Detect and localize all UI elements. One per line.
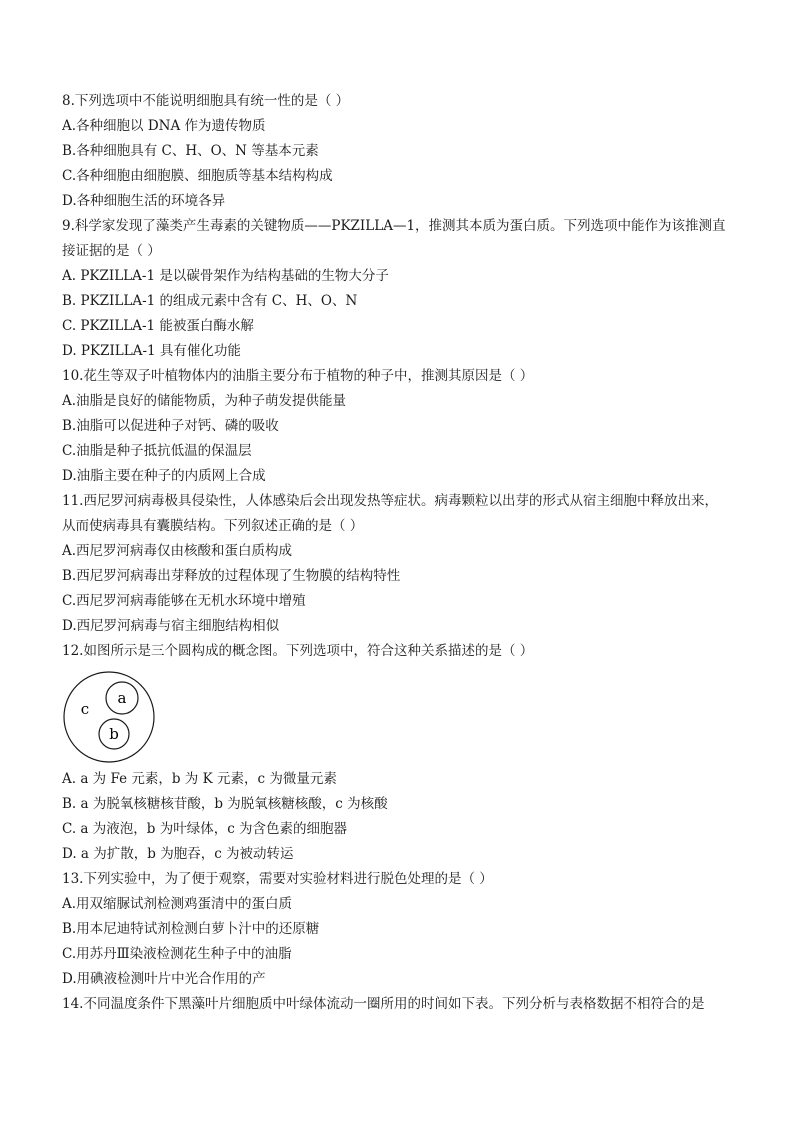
- q9-option-a: A. PKZILLA-1 是以碳骨架作为结构基础的生物大分子: [62, 268, 389, 284]
- q11-option-c: C.西尼罗河病毒能够在无机水环境中增殖: [62, 593, 306, 609]
- q13-option-a: A.用双缩脲试剂检测鸡蛋清中的蛋白质: [62, 896, 293, 912]
- q13-stem: 13.下列实验中，为了便于观察，需要对实验材料进行脱色处理的是（ ）: [62, 871, 493, 887]
- q10-stem: 10.花生等双子叶植物体内的油脂主要分布于植物的种子中，推测其原因是（ ）: [62, 368, 534, 384]
- q11-stem-line1: 11.西尼罗河病毒极具侵染性，人体感染后会出现发热等症状。病毒颗粒以出芽的形式从宿主细胞中释放出来，: [62, 493, 718, 509]
- q8-option-c: C.各种细胞由细胞膜、细胞质等基本结构构成: [62, 168, 333, 184]
- q12-option-b: B. a 为脱氧核糖核苷酸，b 为脱氧核糖核酸，c 为核酸: [62, 796, 388, 812]
- q10-option-b: B.油脂可以促进种子对钙、磷的吸收: [62, 418, 279, 434]
- q13-option-d: D.用碘液检测叶片中光合作用的产: [62, 971, 266, 987]
- q9-option-d: D. PKZILLA-1 具有催化功能: [62, 343, 241, 359]
- q11-stem-line2: 从而使病毒具有囊膜结构。下列叙述正确的是（ ）: [62, 518, 364, 534]
- label-a: a: [117, 689, 127, 707]
- q11-option-a: A.西尼罗河病毒仅由核酸和蛋白质构成: [62, 543, 293, 559]
- q10-option-d: D.油脂主要在种子的内质网上合成: [62, 468, 266, 484]
- q9-stem-line1: 9.科学家发现了藻类产生毒素的关键物质——PKZILLA—1，推测其本质为蛋白质。下列选项中能作为该推测直: [62, 218, 726, 234]
- q14-stem: 14.不同温度条件下黑藻叶片细胞质中叶绿体流动一圈所用的时间如下表。下列分析与表格数据不相符合的是: [62, 996, 705, 1012]
- q11-option-d: D.西尼罗河病毒与宿主细胞结构相似: [62, 618, 280, 634]
- concept-circle-diagram: [62, 670, 156, 764]
- q9-option-b: B. PKZILLA-1 的组成元素中含有 C、H、O、N: [62, 293, 358, 309]
- q8-option-a: A.各种细胞以 DNA 作为遗传物质: [62, 118, 266, 134]
- q12-option-d: D. a 为扩散，b 为胞吞，c 为被动转运: [62, 846, 294, 862]
- q11-option-b: B.西尼罗河病毒出芽释放的过程体现了生物膜的结构特性: [62, 568, 401, 584]
- q13-option-c: C.用苏丹Ⅲ染液检测花生种子中的油脂: [62, 946, 292, 962]
- label-b: b: [109, 725, 119, 743]
- q9-stem-line2: 接证据的是（ ）: [62, 243, 161, 259]
- q10-option-a: A.油脂是良好的储能物质，为种子萌发提供能量: [62, 393, 347, 409]
- q13-option-b: B.用本尼迪特试剂检测白萝卜汁中的还原糖: [62, 921, 320, 937]
- q12-option-c: C. a 为液泡，b 为叶绿体，c 为含色素的细胞器: [62, 821, 348, 837]
- label-c: c: [80, 700, 90, 718]
- q12-option-a: A. a 为 Fe 元素，b 为 K 元素，c 为微量元素: [62, 771, 337, 787]
- q8-option-d: D.各种细胞生活的环境各异: [62, 193, 226, 209]
- q12-stem: 12.如图所示是三个圆构成的概念图。下列选项中，符合这种关系描述的是（ ）: [62, 643, 534, 659]
- q9-option-c: C. PKZILLA-1 能被蛋白酶水解: [62, 318, 254, 334]
- q10-option-c: C.油脂是种子抵抗低温的保温层: [62, 443, 252, 459]
- q8-stem: 8.下列选项中不能说明细胞具有统一性的是（ ）: [62, 93, 350, 109]
- q8-option-b: B.各种细胞具有 C、H、O、N 等基本元素: [62, 143, 319, 159]
